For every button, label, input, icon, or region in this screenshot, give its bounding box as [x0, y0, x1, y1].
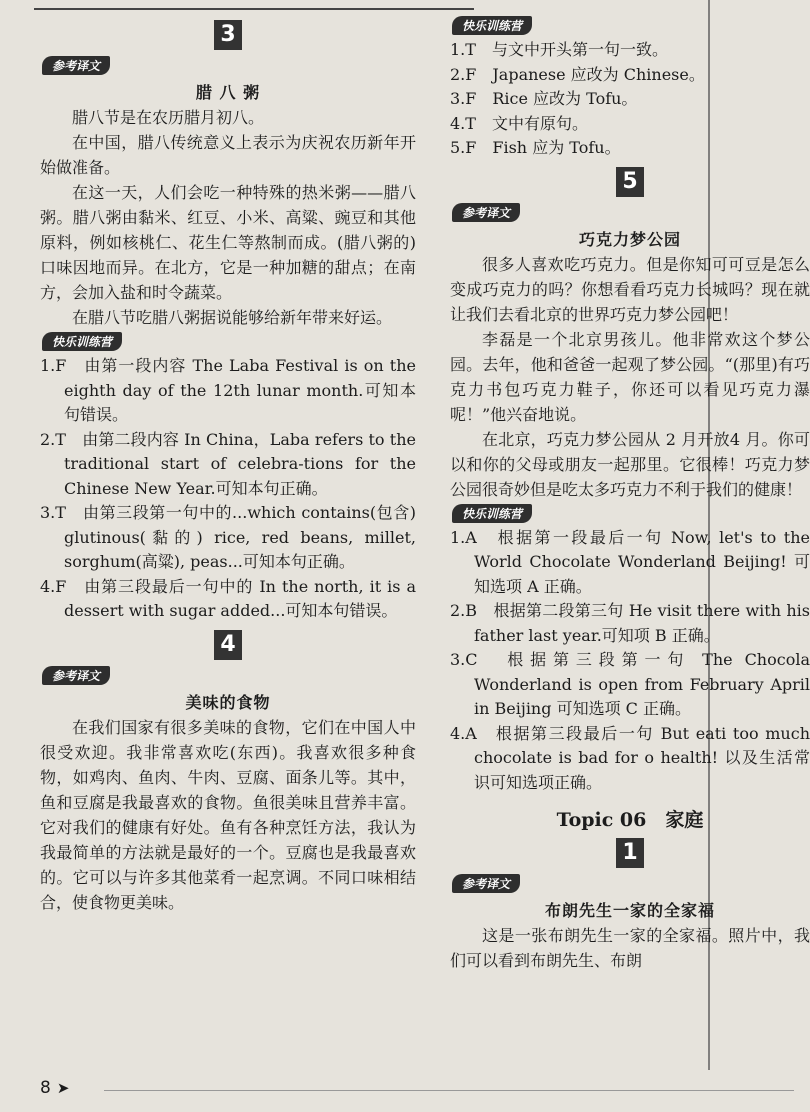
- answer-item: 1.F 由第一段内容 The Laba Festival is on the eighth day of the 12th lunar month.可知本句错误。: [40, 356, 416, 424]
- answer-item: 4.F 由第三段最后一句中的 In the north, it is a dessert with sugar added...可知本句错误。: [40, 576, 416, 620]
- section-number-5: 5: [616, 167, 644, 197]
- header-rule: [34, 0, 474, 10]
- reference-translation-tag: 参考译文: [452, 203, 520, 222]
- right-column: [450, 14, 810, 973]
- answer-item: 3.C 根据第三段第一句 The Chocola Wonderland is open from February April in Beijing 可知选项 C 正确。: [450, 650, 810, 718]
- paragraph: 在这一天，人们会吃一种特殊的热米粥——腊八粥。腊八粥由黏米、红豆、小米、高粱、豌豆和其他原料，例如核桃仁、花生仁等熬制而成。(腊八粥的)口味因地而异。在北方，它是一种加糖的甜点；在南方，会加入盐和时令蔬菜。: [40, 183, 416, 302]
- answer-item: 2.B 根据第二段第三句 He visit there with his father last year.可知项 B 正确。: [450, 601, 810, 645]
- happy-training-tag: 快乐训练营: [452, 16, 532, 35]
- paragraph: 在我们国家有很多美味的食物，它们在中国人中很受欢迎。我非常喜欢吃(东西)。我喜欢很多种食物，如鸡肉、鱼肉、牛肉、豆腐、面条儿等。其中，鱼和豆腐是我最喜欢的食物。鱼很美味且营养丰富。它对我们的健康有好处。鱼有各种烹饪方法，我认为我最简单的方法就是最好的一个。豆腐也是我最喜欢的。它可以与许多其他菜肴一起烹调。不同口味相结合，使食物更美味。: [40, 717, 416, 912]
- answer-item: 4.T 文中有原句。: [450, 113, 588, 133]
- answer-item: 3.T 由第三段第一句中的...which contains(包含) glutinous(黏的) rice, red beans, millet, sorghum(高粱), peas...可知本句正确。: [40, 503, 416, 571]
- answer-item: 3.F Rice 应改为 Tofu。: [450, 89, 638, 108]
- happy-training-tag: 快乐训练营: [42, 332, 122, 351]
- answer-item: 2.F Japanese 应改为 Chinese。: [450, 64, 705, 84]
- answer-item: 1.A 根据第一段最后一句 Now, let's to the World Chocolate Wonderland Beijing! 可知选项 A 正确。: [450, 527, 810, 596]
- left-column: [40, 14, 416, 915]
- answer-item: 1.T 与文中开头第一句一致。: [450, 40, 668, 59]
- reference-translation-tag: 参考译文: [42, 666, 110, 685]
- reference-translation-tag: 参考译文: [452, 874, 520, 893]
- paragraph: 在腊八节吃腊八粥据说能够给新年带来好运。: [72, 308, 393, 327]
- paragraph: 腊八节是在农历腊月初八。: [72, 108, 265, 127]
- paragraph: 很多人喜欢吃巧克力。但是你知可可豆是怎么变成巧克力的吗？你想看看巧克力长城吗？现在就让我们去看北京的世界巧克力梦公园吧！: [450, 254, 810, 324]
- happy-training-tag: 快乐训练营: [452, 504, 532, 523]
- section-number-3: 3: [214, 20, 242, 50]
- section-number-4: 4: [214, 630, 242, 660]
- arrow-right-icon: ➤: [56, 1079, 70, 1097]
- page-footer: [40, 1078, 69, 1098]
- article-title-family-photo: 布朗先生一家的全家福: [544, 901, 715, 920]
- section-number-1: 1: [616, 838, 644, 868]
- paragraph: 这是一张布朗先生一家的全家福。照片中，我们可以看到布朗先生、布朗: [450, 926, 810, 970]
- reference-translation-tag: 参考译文: [42, 56, 110, 75]
- page-number: 8: [40, 1078, 51, 1098]
- paragraph: 在北京，巧克力梦公园从 2 月开放4 月。你可以和你的父母或朋友一起那里。它很棒！巧克力梦公园很奇妙但是吃太多巧克力不利于我们的健康！: [450, 429, 810, 499]
- answer-item: 4.A 根据第三段最后一句 But eati too much chocolate is bad for o health! 以及生活常识可知选项正确。: [450, 723, 810, 792]
- article-title-laba: 腊 八 粥: [195, 83, 261, 102]
- article-title-food: 美味的食物: [185, 692, 271, 712]
- answer-item: 2.T 由第二段内容 In China，Laba refers to the traditional start of celebra-tions for the Chinese New Year.可知本句正确。: [40, 429, 416, 498]
- paragraph: 在中国，腊八传统意义上表示为庆祝农历新年开始做准备。: [40, 133, 416, 177]
- topic-heading: Topic 06 家庭: [556, 809, 704, 831]
- article-title-chocolate: 巧克力梦公园: [578, 229, 681, 249]
- paragraph: 李磊是一个北京男孩儿。他非常欢这个梦公园。去年，他和爸爸一起观了梦公园。“(那里)有巧克力书包巧克力鞋子，你还可以看见巧克力瀑呢！”他兴奋地说。: [450, 329, 810, 424]
- answer-item: 5.F Fish 应为 Tofu。: [450, 138, 621, 157]
- footer-rule: [104, 1090, 794, 1091]
